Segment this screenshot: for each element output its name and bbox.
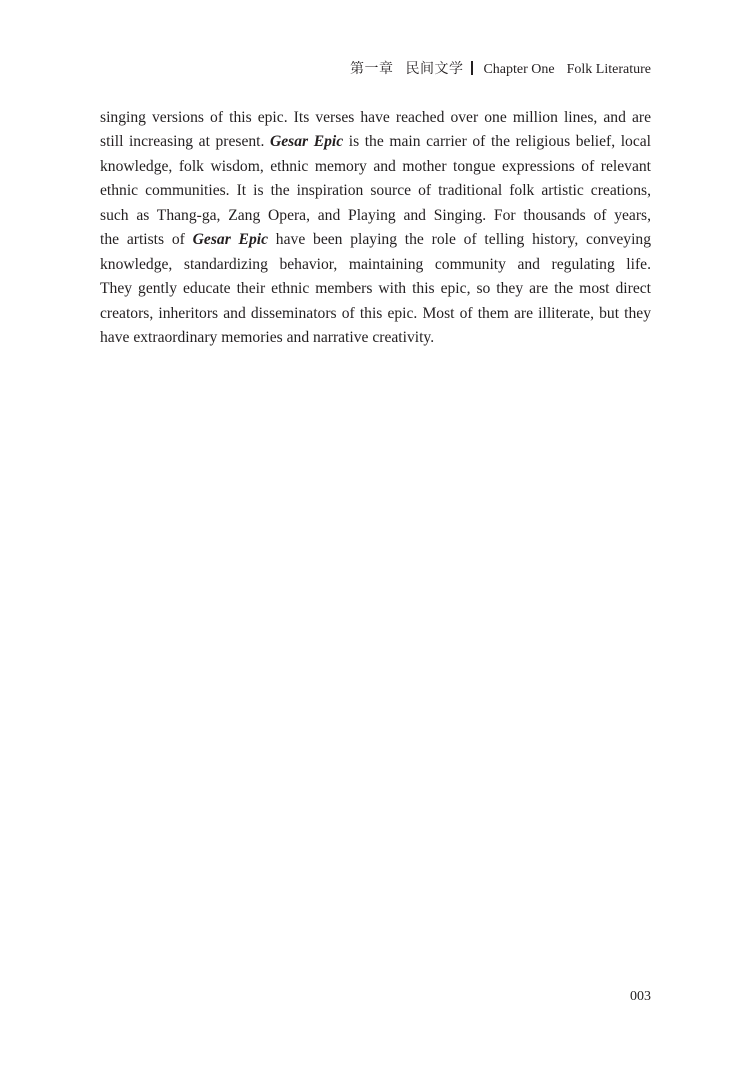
book-title: Gesar Epic xyxy=(270,133,344,151)
text-line: ethnic communities. It is the inspiration source of traditional folk artistic creations, xyxy=(100,182,651,200)
text-line: knowledge, folk wisdom, ethnic memory and mother tongue expressions of relevant xyxy=(100,157,651,175)
text-line: such as Thang-ga, Zang Opera, and Playing and Singing. For thousands of years, xyxy=(100,206,651,224)
text-line: creators, inheritors and disseminators of this epic. Most of them are illiterate, but they xyxy=(100,304,651,322)
text-line: knowledge, standardizing behavior, maintaining community and regulating life. xyxy=(100,255,651,273)
chapter-title-cn: 民间文学 xyxy=(405,62,464,77)
body-paragraph xyxy=(100,106,651,351)
chapter-number-cn: 第一章 xyxy=(349,62,394,77)
text-line: still increasing at present. Gesar Epic is the main carrier of the religious belief, local xyxy=(100,133,652,151)
text-line: have extraordinary memories and narrative creativity. xyxy=(100,329,435,347)
text-line: singing versions of this epic. Its verses have reached over one million lines, and are xyxy=(100,109,651,126)
text-line: They gently educate their ethnic members with this epic, so they are the most direct xyxy=(100,280,651,298)
chapter-number-en: Chapter One xyxy=(483,62,555,77)
book-title: Gesar Epic xyxy=(192,231,269,249)
header-divider xyxy=(471,61,473,75)
text-line: the artists of Gesar Epic have been playing the role of telling history, conveying xyxy=(100,231,652,249)
page-number: 003 xyxy=(630,989,651,1004)
running-header xyxy=(350,58,651,78)
chapter-title-en: Folk Literature xyxy=(566,62,651,77)
